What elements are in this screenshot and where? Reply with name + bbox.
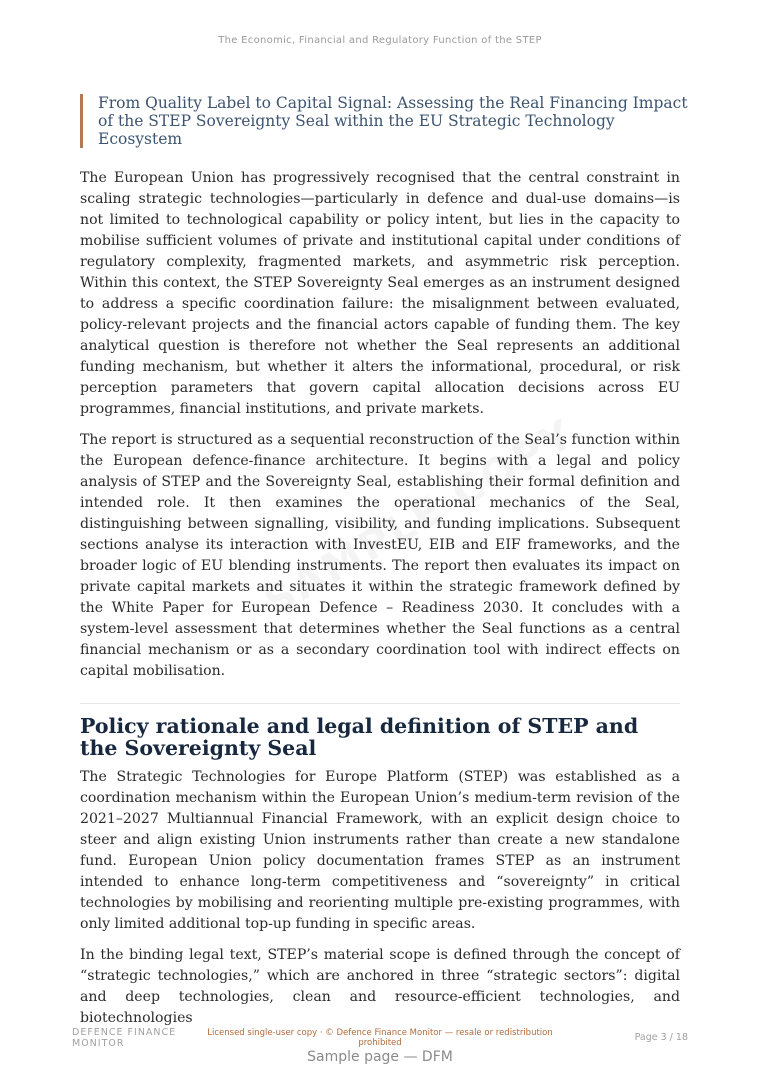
page-content bbox=[80, 168, 680, 1039]
section-heading: Policy rationale and legal definition of STEP and the Sovereignty Seal bbox=[80, 714, 639, 760]
footer-publisher: DEFENCE FINANCE MONITOR bbox=[72, 1027, 177, 1049]
section-paragraph-1: The Strategic Technologies for Europe Platform (STEP) was established as a coordination mechanism within the European Union’s medium-term revision of the 2021–2027 Multiannual Financial Framework, with an explicit design choice to steer and align existing Union instruments rather than create a new standalone fund. European Union policy documentation frames STEP as an instrument intended to enhance long-term competitiveness and “sovereignty” in critical technologies by mobilising and reorienting multiple pre-existing programmes, with only limited additional top-up funding in specific areas. bbox=[80, 769, 680, 932]
section-divider bbox=[80, 703, 680, 704]
page-number: Page 3 / 18 bbox=[634, 1032, 688, 1043]
sample-page-label: Sample page — DFM bbox=[307, 1049, 453, 1065]
footer-license: Licensed single-user copy · © Defence Finance Monitor — resale or redistribution prohibited bbox=[207, 1028, 553, 1048]
intro-paragraph-1: The European Union has progressively recognised that the central constraint in scaling strategic technologies—particularly in defence and dual-use domains—is not limited to technological capability or policy intent, but lies in the capacity to mobilise sufficient volumes of private and institutional capital under conditions of regulatory complexity, fragmented markets, and asymmetric risk perception. Within this context, the STEP Sovereignty Seal emerges as an instrument designed to address a specific coordination failure: the misalignment between evaluated, policy-relevant projects and the financial actors capable of funding them. The key analytical question is therefore not whether the Seal represents an additional funding mechanism, but whether it alters the informational, procedural, or risk perception parameters that govern capital allocation decisions across EU programmes, financial institutions, and private markets. bbox=[80, 170, 680, 417]
report-subtitle: From Quality Label to Capital Signal: Assessing the Real Financing Impact of the STEP Sovereignty Seal within the EU Strategic Technology Ecosystem bbox=[80, 94, 692, 148]
running-header: The Economic, Financial and Regulatory Function of the STEP bbox=[218, 35, 542, 46]
section-paragraph-2: In the binding legal text, STEP’s material scope is defined through the concept of “strategic technologies,” which are anchored in three “strategic sectors”: digital and deep technologies, clean and resource-efficient technologies, and biotechnologies bbox=[80, 947, 680, 1026]
intro-paragraph-2: The report is structured as a sequential reconstruction of the Seal’s function within the European defence-finance architecture. It begins with a legal and policy analysis of STEP and the Sovereignty Seal, establishing their formal definition and intended role. It then examines the operational mechanics of the Seal, distinguishing between signalling, visibility, and funding implications. Subsequent sections analyse its interaction with InvestEU, EIB and EIF frameworks, and the broader logic of EU blending instruments. The report then evaluates its impact on private capital markets and situates it within the strategic framework defined by the White Paper for European Defence – Readiness 2030. It concludes with a system-level assessment that determines whether the Seal functions as a central financial mechanism or as a secondary coordination tool with indirect effects on capital mobilisation. bbox=[80, 432, 680, 679]
